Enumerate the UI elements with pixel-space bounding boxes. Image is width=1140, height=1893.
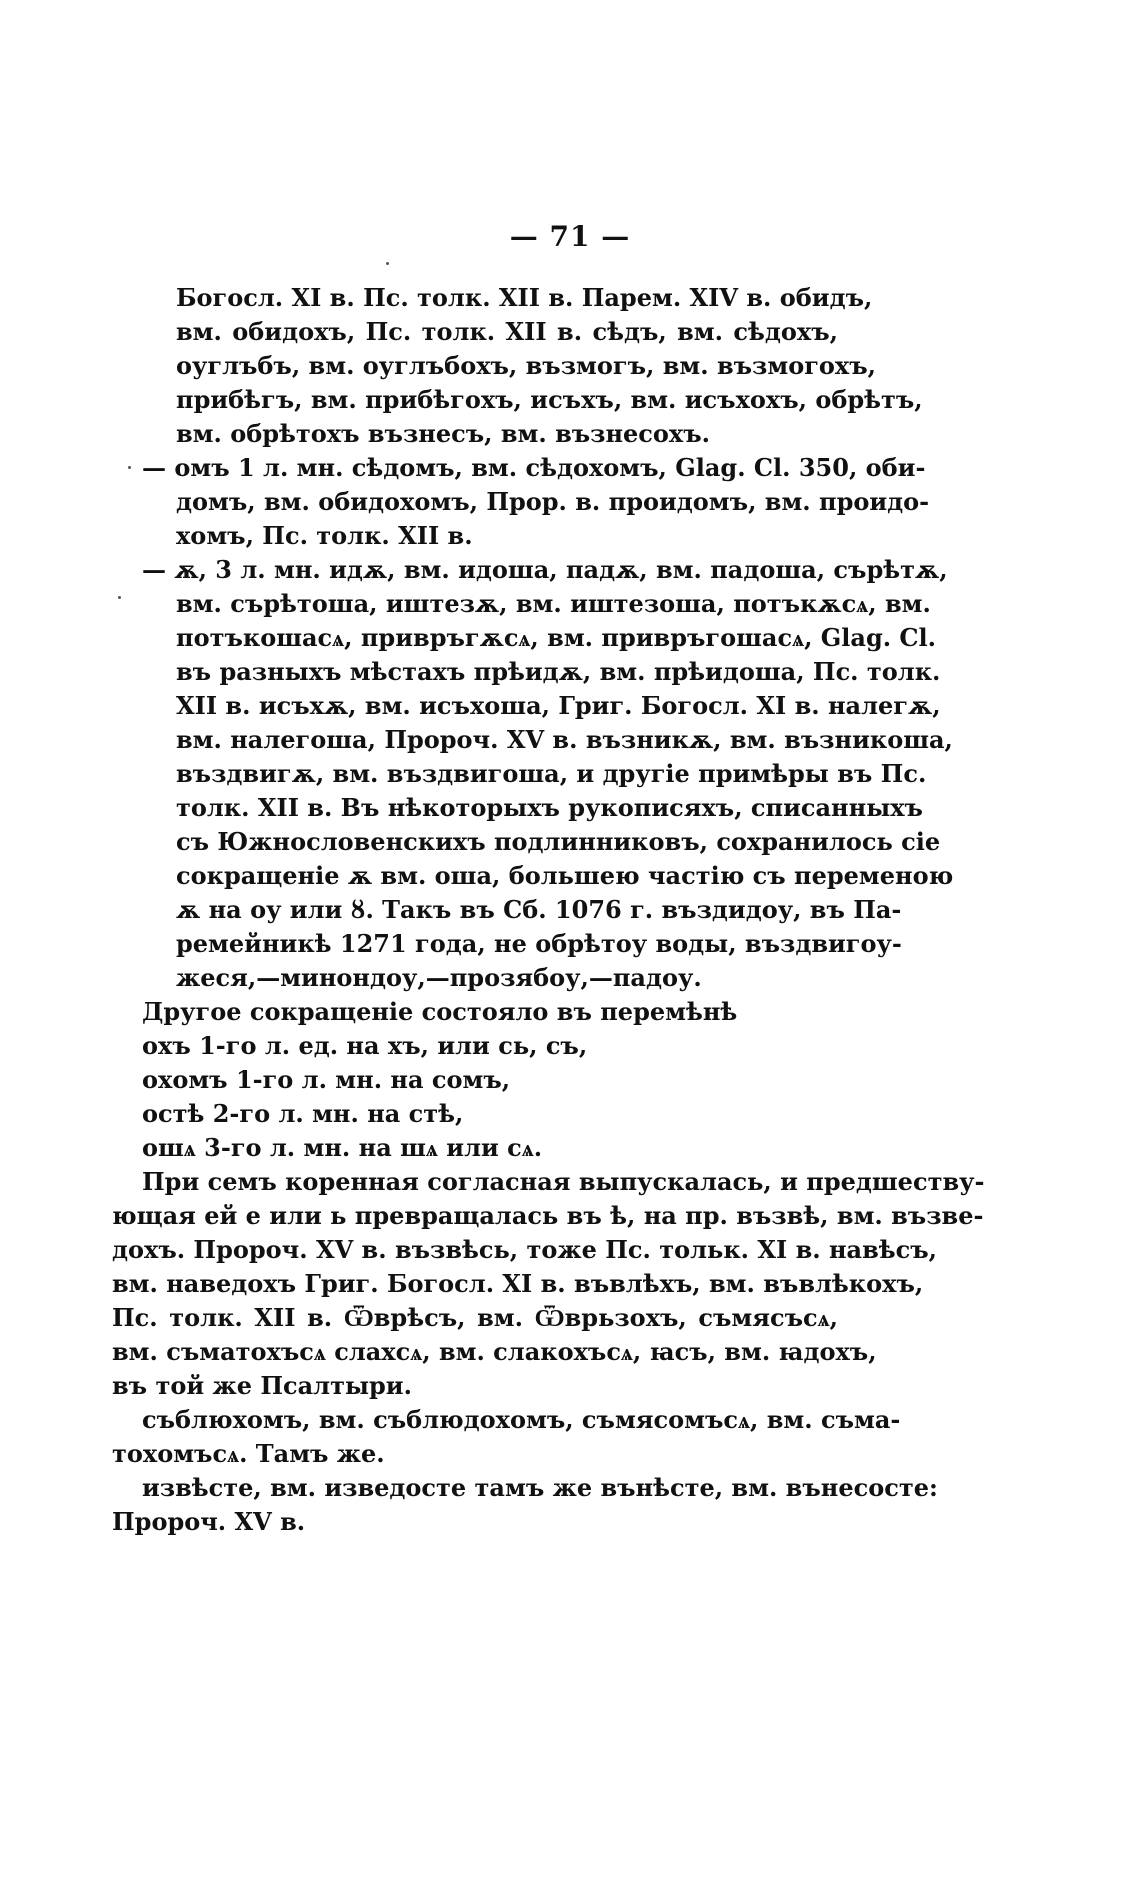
text-line: — ѫ, 3 л. мн. идѫ, вм. идоша, падѫ, вм. падоша, сърѣтѫ, — [142, 555, 948, 584]
text-line: При семъ коренная согласная выпускалась, и предшеству- — [142, 1167, 985, 1196]
text-line: Пророч. XV в. — [112, 1507, 306, 1536]
text-line: вм. сърѣтоша, иштезѫ, вм. иштезоша, потъкѫсѧ, вм. — [176, 589, 931, 618]
page-number: — 71 — — [509, 220, 631, 253]
text-line: ремейникѣ 1271 года, не обрѣтоу воды, въздвигоу- — [176, 929, 902, 958]
text-line: въ разныхъ мѣстахъ прѣидѫ, вм. прѣидоша, Пс. толк. — [176, 657, 941, 686]
text-line: толк. XII в. Въ нѣкоторыхъ рукописяхъ, списанныхъ — [176, 793, 923, 822]
text-line: вм. наведохъ Григ. Богосл. XI в. въвлѣхъ, вм. въвлѣкохъ, — [112, 1269, 924, 1298]
text-line: XII в. исъхѫ, вм. исъхоша, Григ. Богосл. XI в. налегѫ, — [176, 691, 941, 720]
text-line: прибѣгъ, вм. прибѣгохъ, исъхъ, вм. исъхохъ, обрѣтъ, — [176, 385, 923, 414]
paradigm-row: остѣ 2-го л. мн. на стѣ, — [142, 1099, 464, 1128]
text-line: вм. съматохъсѧ слахсѧ, вм. слакохъсѧ, ꙗсъ, вм. ꙗдохъ, — [112, 1337, 877, 1366]
text-line: съблюхомъ, вм. съблюдохомъ, съмясомъсѧ, вм. съма- — [142, 1405, 901, 1434]
text-line: вм. обрѣтохъ възнесъ, вм. възнесохъ. — [176, 419, 710, 448]
paradigm-row: ошѧ 3-го л. мн. на шѧ или сѧ. — [142, 1133, 543, 1162]
paradigm-row: охомъ 1-го л. мн. на сомъ, — [142, 1065, 511, 1094]
text-line: извѣсте, вм. изведосте тамъ же вънѣсте, вм. вънесосте: — [142, 1473, 938, 1502]
scan-speck — [128, 466, 131, 469]
scan-speck — [386, 262, 389, 265]
text-line: потъкошасѧ, привръгѫсѧ, вм. привръгошасѧ, Glag. Cl. — [176, 623, 937, 652]
text-line: съ Южнословенскихъ подлинниковъ, сохранилось сіе — [176, 827, 941, 856]
text-line: оуглъбъ, вм. оуглъбохъ, възмогъ, вм. възмогохъ, — [176, 351, 876, 380]
text-line: дохъ. Пророч. XV в. възвѣсь, тоже Пс. тольк. XI в. навѣсъ, — [112, 1235, 937, 1264]
text-line: — омъ 1 л. мн. сѣдомъ, вм. сѣдохомъ, Glag. Cl. 350, оби- — [142, 453, 926, 482]
text-line: въ той же Псалтыри. — [112, 1371, 412, 1400]
text-line: жеся,—минондоу,—прозябоу,—падоу. — [176, 963, 702, 992]
text-line: хомъ, Пс. толк. XII в. — [176, 521, 473, 550]
text-line: Богосл. XI в. Пс. толк. XII в. Парем. XIV в. обидъ, — [176, 283, 873, 312]
scan-speck — [118, 596, 121, 599]
text-line: сокращеніе ѫ вм. оша, большею частію съ переменою — [176, 861, 954, 890]
text-line: вм. обидохъ, Пс. толк. XII в. сѣдъ, вм. сѣдохъ, — [176, 317, 838, 346]
text-line: домъ, вм. обидохомъ, Прор. в. проидомъ, вм. проидо- — [176, 487, 930, 516]
text-line: Другое сокращеніе состояло въ перемѣнѣ — [142, 997, 738, 1026]
text-line: ѫ на оу или ȣ. Такъ въ Сб. 1076 г. въздидоу, въ Па- — [176, 895, 902, 924]
text-line: вм. налегоша, Пророч. XV в. възникѫ, вм. възникоша, — [176, 725, 953, 754]
text-line: въздвигѫ, вм. въздвигоша, и другіе примѣры въ Пс. — [176, 759, 927, 788]
text-line: Пс. толк. XII в. Ѿврѣсъ, вм. Ѿврьзохъ, съмясъсѧ, — [112, 1303, 838, 1332]
text-line: тохомъсѧ. Тамъ же. — [112, 1439, 385, 1468]
text-line: ющая ей е или ь превращалась въ ѣ, на пр. възвѣ, вм. възве- — [112, 1201, 984, 1230]
paradigm-row: охъ 1-го л. ед. на хъ, или сь, съ, — [142, 1031, 588, 1060]
